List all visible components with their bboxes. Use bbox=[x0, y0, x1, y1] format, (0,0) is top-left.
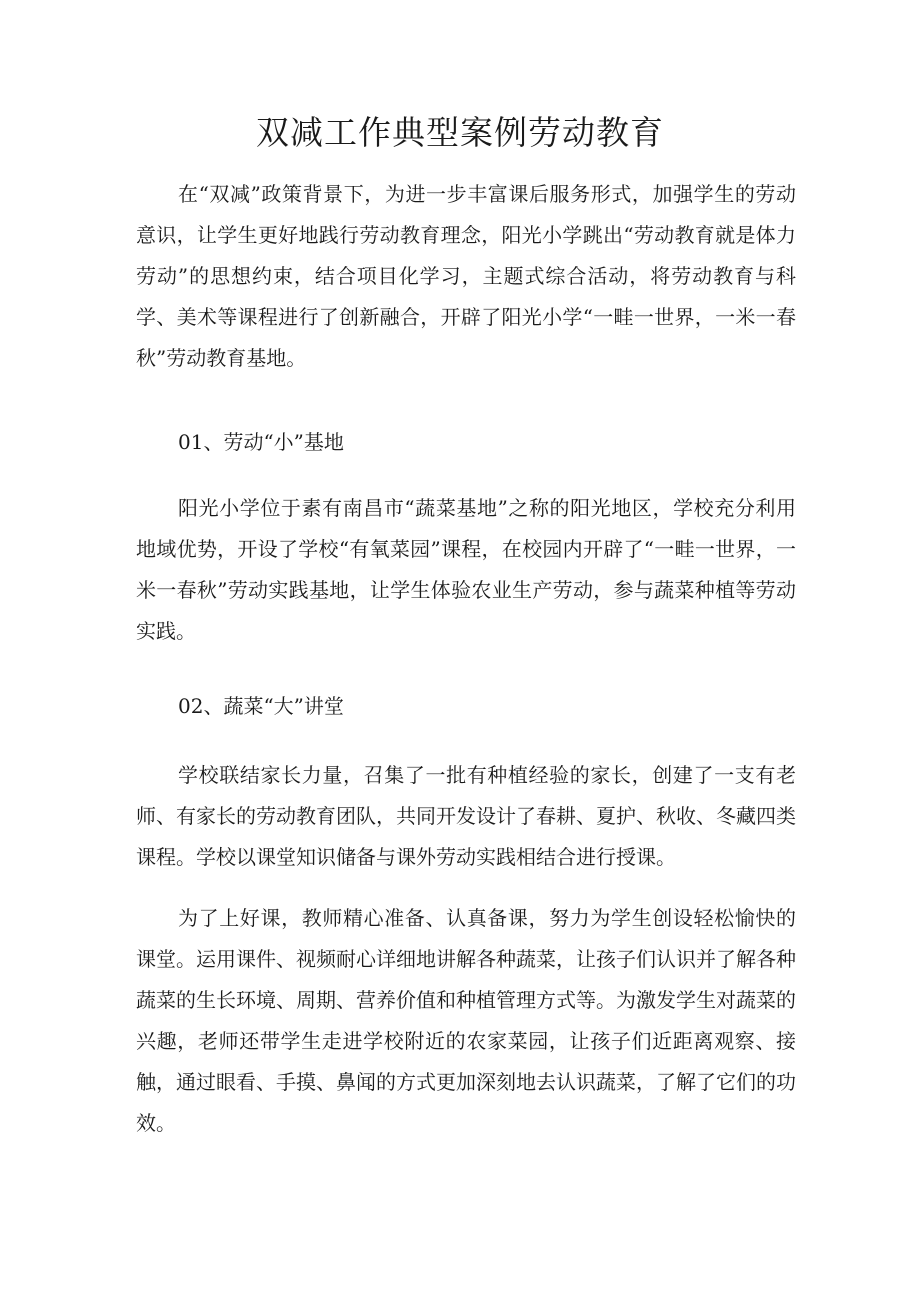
teaching-paragraph: 为了上好课，教师精心准备、认真备课，努力为学生创设轻松愉快的课堂。运用课件、视频耐心详细地讲解各种蔬菜，让孩子们认识并了解各种蔬菜的生长环境、周期、营养价值和种植管理方式等。为激发学生对蔬菜的兴趣，老师还带学生走进学校附近的农家菜园，让孩子们近距离观察、接触，通过眼看、手摸、鼻闻的方式更加深刻地去认识蔬菜，了解了它们的功效。 bbox=[136, 906, 796, 1135]
intro-paragraph: 在“双减”政策背景下，为进一步丰富课后服务形式，加强学生的劳动意识，让学生更好地践行劳动教育理念，阳光小学跳出“劳动教育就是体力劳动”的思想约束，结合项目化学习，主题式综合活动，将劳动教育与科学、美术等课程进行了创新融合，开辟了阳光小学“一畦一世界，一米一春秋”劳动教育基地。 bbox=[136, 182, 796, 370]
section-heading-vegetable-lecture: 02、蔬菜“大”讲堂 bbox=[178, 694, 344, 718]
parent-team-paragraph: 学校联结家长力量，召集了一批有种植经验的家长，创建了一支有老师、有家长的劳动教育团队，共同开发设计了春耕、夏护、秋收、冬藏四类课程。学校以课堂知识储备与课外劳动实践相结合进行授课。 bbox=[136, 763, 796, 869]
section-heading-labor-base: 01、劳动“小”基地 bbox=[178, 430, 344, 454]
document-title: 双减工作典型案例劳动教育 bbox=[256, 113, 664, 152]
labor-base-paragraph: 阳光小学位于素有南昌市“蔬菜基地”之称的阳光地区，学校充分利用地域优势，开设了学校“有氧菜园”课程，在校园内开辟了“一畦一世界，一米一春秋”劳动实践基地，让学生体验农业生产劳动，参与蔬菜种植等劳动实践。 bbox=[136, 496, 796, 643]
